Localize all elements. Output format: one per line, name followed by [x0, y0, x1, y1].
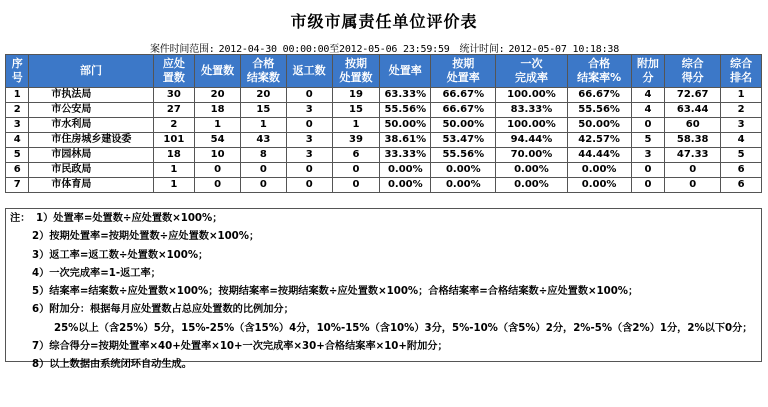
table-cell: 39 — [332, 133, 380, 148]
table-cell: 19 — [332, 88, 380, 103]
table-cell: 55.56% — [380, 103, 431, 118]
table-cell: 94.44% — [496, 133, 567, 148]
table-cell: 0 — [332, 178, 380, 193]
table-row — [6, 133, 762, 148]
column-header: 序 号 — [6, 55, 29, 88]
table-cell: 33.33% — [380, 148, 431, 163]
column-header: 部门 — [29, 55, 153, 88]
column-header: 一次 完成率 — [496, 55, 567, 88]
table-cell: 3 — [6, 118, 29, 133]
column-header: 综合 得分 — [665, 55, 721, 88]
table-cell: 50.00% — [567, 118, 631, 133]
table-cell: 20 — [195, 88, 241, 103]
table-cell: 4 — [6, 133, 29, 148]
table-cell: 0 — [665, 178, 721, 193]
table-cell: 101 — [153, 133, 195, 148]
notes-prefix: 注： — [10, 213, 31, 224]
table-cell: 50.00% — [431, 118, 496, 133]
column-header: 合格 结案率% — [567, 55, 631, 88]
column-header: 处置率 — [380, 55, 431, 88]
table-cell: 1 — [332, 118, 380, 133]
table-cell: 38.61% — [380, 133, 431, 148]
table-cell: 0.00% — [496, 163, 567, 178]
table-cell: 4 — [631, 103, 665, 118]
dept-cell: 市体育局 — [29, 178, 153, 193]
table-cell: 0.00% — [567, 163, 631, 178]
dept-cell: 市公安局 — [29, 103, 153, 118]
table-cell: 47.33 — [665, 148, 721, 163]
table-cell: 4 — [721, 133, 762, 148]
table-cell: 1 — [721, 88, 762, 103]
table-cell: 5 — [631, 133, 665, 148]
column-header: 合格 结案数 — [241, 55, 287, 88]
table-cell: 2 — [721, 103, 762, 118]
table-cell: 0 — [332, 163, 380, 178]
range-value: 2012-04-30 00:00:00至2012-05-06 23:59:59 — [218, 44, 450, 55]
table-cell: 5 — [721, 148, 762, 163]
note-text: 4）一次完成率=1-返工率； — [32, 267, 161, 279]
stat-label: 统计时间: — [459, 44, 505, 55]
table-cell: 30 — [153, 88, 195, 103]
table-cell: 42.57% — [567, 133, 631, 148]
table-cell: 2 — [6, 103, 29, 118]
note-line — [6, 356, 761, 374]
table-cell: 0.00% — [431, 178, 496, 193]
table-cell: 1 — [153, 163, 195, 178]
table-row — [6, 178, 762, 193]
dept-cell: 市民政局 — [29, 163, 153, 178]
range-label: 案件时间范围: — [150, 44, 215, 55]
table-cell: 3 — [286, 148, 332, 163]
column-header: 返工数 — [286, 55, 332, 88]
column-header: 应处 置数 — [153, 55, 195, 88]
note-line — [6, 210, 761, 228]
table-cell: 0.00% — [380, 178, 431, 193]
dept-cell: 市执法局 — [29, 88, 153, 103]
table-cell: 27 — [153, 103, 195, 118]
table-cell: 6 — [721, 178, 762, 193]
note-line — [6, 247, 761, 265]
column-header: 综合 排名 — [721, 55, 762, 88]
table-cell: 18 — [195, 103, 241, 118]
table-cell: 6 — [721, 163, 762, 178]
table-cell: 10 — [195, 148, 241, 163]
table-cell: 0 — [286, 88, 332, 103]
table-cell: 0.00% — [431, 163, 496, 178]
table-cell: 7 — [6, 178, 29, 193]
table-cell: 0.00% — [496, 178, 567, 193]
table-cell: 43 — [241, 133, 287, 148]
table-cell: 1 — [241, 118, 287, 133]
table-cell: 50.00% — [380, 118, 431, 133]
note-text: 6）附加分：根据每月应处置数占总应处置数的比例加分； — [32, 304, 294, 316]
table-cell: 0 — [631, 118, 665, 133]
table-cell: 18 — [153, 148, 195, 163]
table-cell: 1 — [195, 118, 241, 133]
table-cell: 100.00% — [496, 118, 567, 133]
dept-cell: 市住房城乡建设委 — [29, 133, 153, 148]
note-line — [6, 301, 761, 319]
table-row — [6, 118, 762, 133]
table-cell: 100.00% — [496, 88, 567, 103]
table-cell: 66.67% — [567, 88, 631, 103]
table-cell: 6 — [6, 163, 29, 178]
table-cell: 3 — [286, 103, 332, 118]
table-cell: 20 — [241, 88, 287, 103]
table-cell: 15 — [332, 103, 380, 118]
table-cell: 0 — [241, 178, 287, 193]
note-text: 25%以上（含25%）5分，15%-25%（含15%）4分，10%-15%（含10%）3分，5%-10%（含5%）2分，2%-5%（含2%）1分，2%以下0分； — [54, 322, 753, 334]
note-text: 5）结案率=结案数÷应处置数×100%；按期结案率=按期结案数÷应处置数×100%；合格结案率=合格结案数÷应处置数×100%； — [32, 286, 639, 298]
table-cell: 63.44 — [665, 103, 721, 118]
note-line — [6, 265, 761, 283]
table-cell: 0.00% — [567, 178, 631, 193]
table-cell: 55.56% — [431, 148, 496, 163]
notes-box — [5, 208, 762, 371]
column-header: 按期 处置数 — [332, 55, 380, 88]
table-cell: 0 — [195, 163, 241, 178]
note-line — [6, 228, 761, 246]
table-cell: 55.56% — [567, 103, 631, 118]
table-cell: 44.44% — [567, 148, 631, 163]
table-cell: 0 — [286, 118, 332, 133]
note-text: 1）处置率=处置数÷应处置数×100%； — [36, 213, 223, 224]
table-cell: 0 — [665, 163, 721, 178]
table-cell: 1 — [6, 88, 29, 103]
stat-value: 2012-05-07 10:18:38 — [508, 44, 620, 55]
table-cell: 15 — [241, 103, 287, 118]
table-cell: 60 — [665, 118, 721, 133]
table-cell: 0 — [631, 163, 665, 178]
table-cell: 0.00% — [380, 163, 431, 178]
column-header: 处置数 — [195, 55, 241, 88]
table-cell: 0 — [286, 178, 332, 193]
column-header: 按期 处置率 — [431, 55, 496, 88]
table-cell: 0 — [241, 163, 287, 178]
dept-cell: 市园林局 — [29, 148, 153, 163]
table-cell: 70.00% — [496, 148, 567, 163]
table-row — [6, 88, 762, 103]
note-text: 2）按期处置率=按期处置数÷应处置数×100%； — [32, 231, 260, 243]
dept-cell: 市水利局 — [29, 118, 153, 133]
table-cell: 54 — [195, 133, 241, 148]
page-title: 市级市属责任单位评价表 — [290, 12, 478, 31]
table-cell: 3 — [631, 148, 665, 163]
table-cell: 0 — [286, 163, 332, 178]
table-cell: 0 — [631, 178, 665, 193]
table-cell: 0 — [195, 178, 241, 193]
table-cell: 53.47% — [431, 133, 496, 148]
note-line — [6, 320, 761, 338]
table-cell: 58.38 — [665, 133, 721, 148]
table-cell: 5 — [6, 148, 29, 163]
column-header: 附加 分 — [631, 55, 665, 88]
table-cell: 66.67% — [431, 88, 496, 103]
note-text: 7）综合得分=按期处置率×40+处置率×10+一次完成率×30+合格结案率×10+附加分； — [32, 341, 448, 353]
table-cell: 63.33% — [380, 88, 431, 103]
table-cell: 83.33% — [496, 103, 567, 118]
table-cell: 3 — [721, 118, 762, 133]
note-text: 8）以上数据由系统闭环自动生成。 — [32, 359, 192, 371]
table-cell: 1 — [153, 178, 195, 193]
table-cell: 66.67% — [431, 103, 496, 118]
table-cell: 8 — [241, 148, 287, 163]
time-meta — [150, 40, 623, 55]
table-row — [6, 103, 762, 118]
table-cell: 4 — [631, 88, 665, 103]
note-line — [6, 283, 761, 301]
table-cell: 6 — [332, 148, 380, 163]
note-line — [6, 338, 761, 356]
table-cell: 3 — [286, 133, 332, 148]
table-row — [6, 148, 762, 163]
note-text: 3）返工率=返工数÷处置数×100%； — [32, 249, 209, 261]
table-cell: 2 — [153, 118, 195, 133]
table-header-row — [6, 55, 762, 88]
table-row — [6, 163, 762, 178]
table-cell: 72.67 — [665, 88, 721, 103]
evaluation-table — [5, 54, 762, 193]
